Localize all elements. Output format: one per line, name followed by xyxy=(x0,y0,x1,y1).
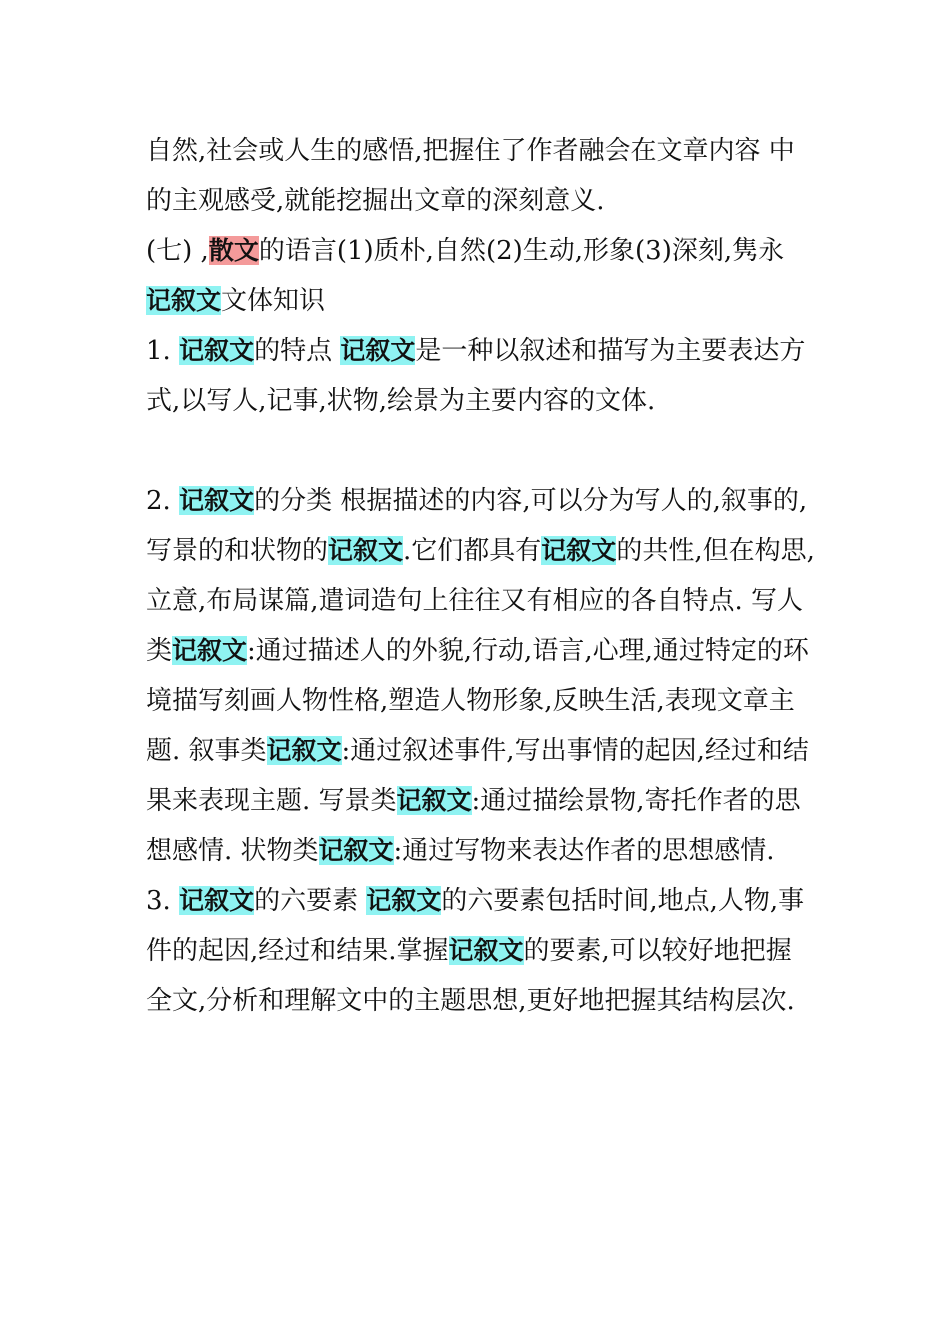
text-run: 的六要素 xyxy=(254,886,367,916)
text-run: 的特点 xyxy=(254,336,341,366)
search-highlight: 记叙文 xyxy=(541,536,617,565)
search-highlight: 记叙文 xyxy=(318,836,394,865)
search-highlight: 记叙文 xyxy=(396,786,472,815)
search-highlight: 记叙文 xyxy=(172,636,248,665)
text-run: 的共性,但在构思,立意,布局谋篇,遣词造句上往往又有相应的各自特点. 写人类 xyxy=(146,536,815,666)
paragraph-essay-insight xyxy=(146,126,816,226)
search-highlight: 记叙文 xyxy=(340,336,416,365)
text-run: 的分类 根据描述的内容,可以分为写人的,叙事的,写景的和状物的 xyxy=(146,486,808,566)
search-highlight: 记叙文 xyxy=(179,886,255,915)
paragraph-spacer xyxy=(146,426,816,476)
text-run: 自然,社会或人生的感悟,把握住了作者融会在文章内容 中的主观感受,就能挖掘出文章的深刻意义. xyxy=(146,136,795,216)
text-run: :通过描绘景物,寄托作者的思想感情. 状物类 xyxy=(146,786,801,866)
text-run: :通过描述人的外貌,行动,语言,心理,通过特定的环境描写刻画人物性格,塑造人物形象,反映生活,表现文章主题. 叙事类 xyxy=(146,636,809,766)
search-highlight: 记叙文 xyxy=(448,936,524,965)
search-highlight: 记叙文 xyxy=(146,286,222,315)
text-run: .它们都具有 xyxy=(403,536,542,566)
paragraph-narrative-six-elements xyxy=(146,876,816,1026)
text-run: (七) , xyxy=(146,236,209,266)
paragraph-essay-language xyxy=(146,226,816,276)
paragraph-narrative-features xyxy=(146,326,816,426)
text-run: :通过叙述事件,写出事情的起因,经过和结果来表现主题. 写景类 xyxy=(146,736,809,816)
text-run: 文体知识 xyxy=(221,286,326,316)
search-highlight: 记叙文 xyxy=(328,536,404,565)
text-run: :通过写物来表达作者的思想感情. xyxy=(393,836,775,866)
search-highlight: 记叙文 xyxy=(366,886,442,915)
search-highlight: 记叙文 xyxy=(179,486,255,515)
text-run: 3. xyxy=(146,886,180,916)
section-heading-narrative xyxy=(146,276,816,326)
text-run: 1. xyxy=(146,336,180,366)
text-run: 的六要素包括时间,地点,人物,事件的起因,经过和结果.掌握 xyxy=(146,886,805,966)
text-run: 2. xyxy=(146,486,180,516)
text-run: 的要素,可以较好地把握全文,分析和理解文中的主题思想,更好地把握其结构层次. xyxy=(146,936,795,1016)
search-highlight-secondary: 散文 xyxy=(208,236,259,265)
text-run: 的语言(1)质朴,自然(2)生动,形象(3)深刻,隽永 xyxy=(258,236,785,266)
search-highlight: 记叙文 xyxy=(266,736,342,765)
document-page xyxy=(146,126,816,1026)
paragraph-narrative-categories xyxy=(146,476,816,876)
text-run: 是一种以叙述和描写为主要表达方式,以写人,记事,状物,绘景为主要内容的文体. xyxy=(146,336,806,416)
search-highlight: 记叙文 xyxy=(179,336,255,365)
